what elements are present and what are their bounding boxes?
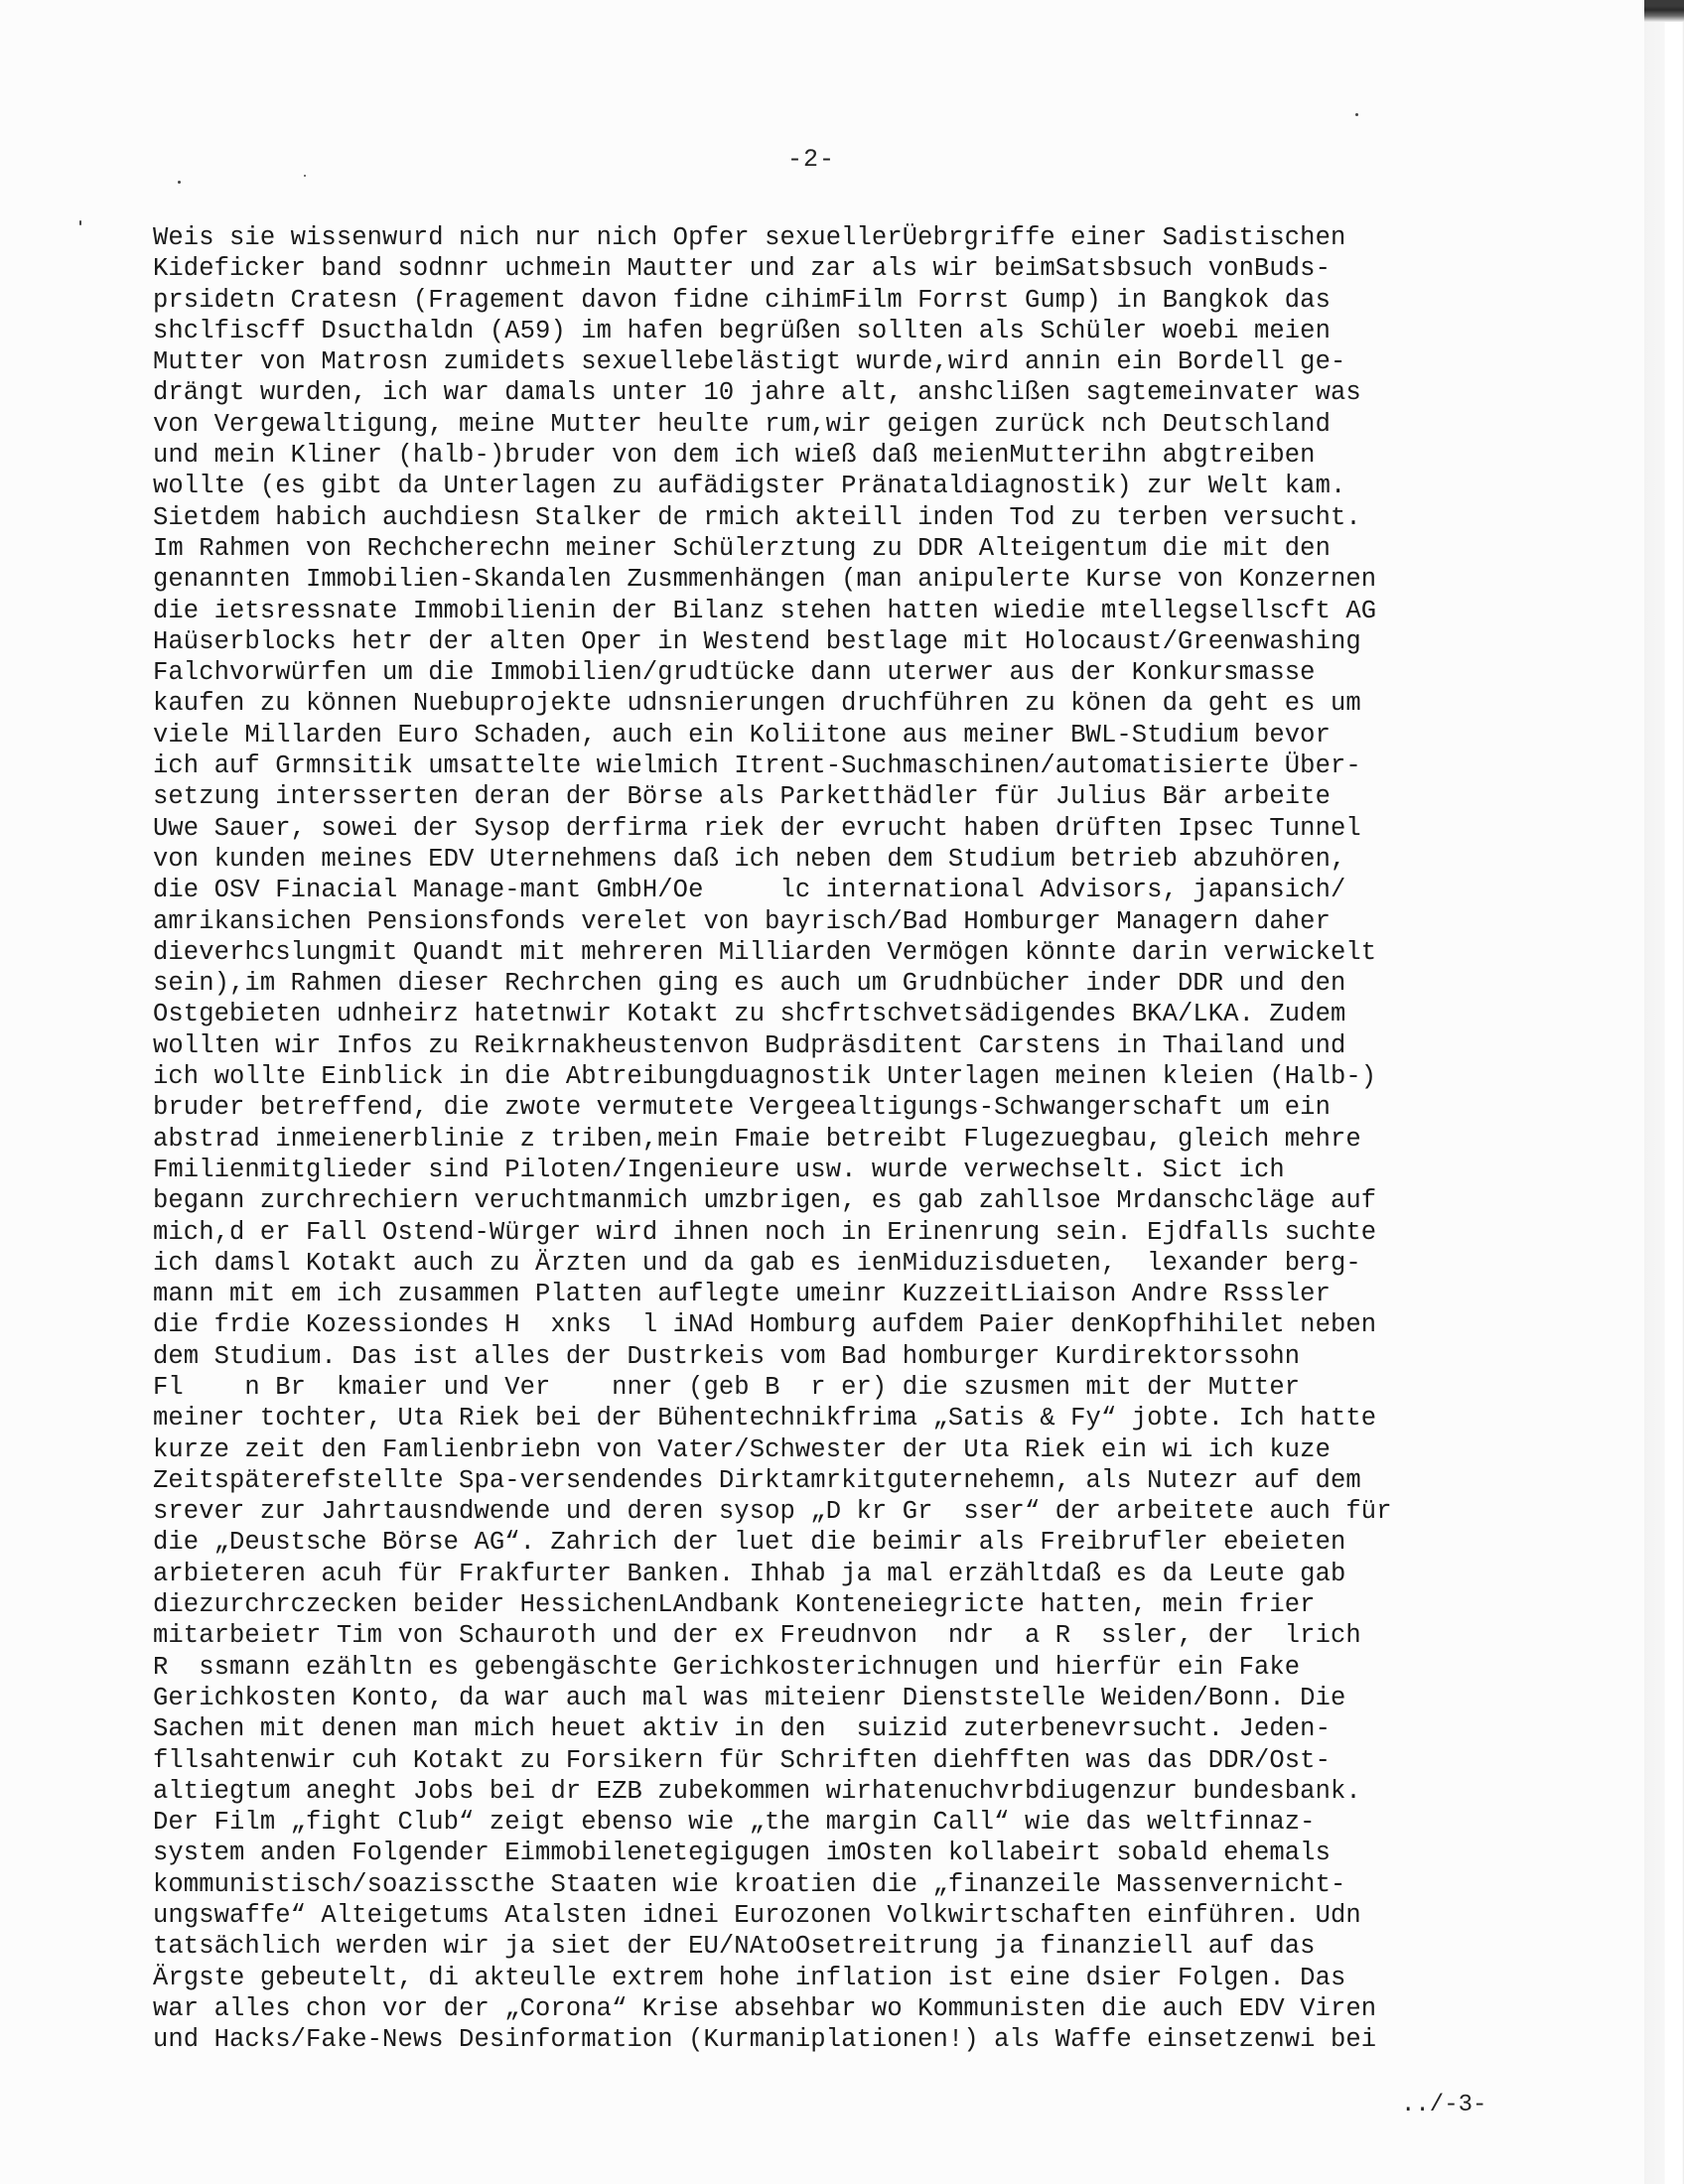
scan-speck xyxy=(79,220,81,225)
text-line: mich,d er Fall Ostend-Würger wird ihnen noch in Erinenrung sein. Ejdfalls suchte xyxy=(153,1217,1377,1247)
text-line: von Vergewaltigung, meine Mutter heulte rum,wir geigen zurück nch Deutschland xyxy=(153,409,1331,439)
text-line: Fmilienmitglieder sind Piloten/Ingenieure usw. wurde verwechselt. Sict ich xyxy=(153,1155,1285,1184)
text-line: Mutter von Matrosn zumidets sexuellebelästigt wurde,wird annin ein Bordell ge- xyxy=(153,347,1346,377)
text-line: diezurchrczecken beider HessichenLAndbank Konteneiegricte hatten, mein frier xyxy=(153,1590,1316,1620)
text-line: kaufen zu können Nuebuprojekte udnsnierungen druchführen zu könen da geht es um xyxy=(153,689,1361,719)
text-line: genannten Immobilien-Skandalen Zusmmenhängen (man anipulerte Kurse von Konzernen xyxy=(153,565,1377,595)
text-line: prsidetn Cratesn (Fragement davon fidne cihimFilm Forrst Gump) in Bangkok das xyxy=(153,285,1331,315)
text-line: shclfiscff Dsucthaldn (A59) im hafen begrüßen sollten als Schüler woebi meien xyxy=(153,316,1331,345)
text-line: wollten wir Infos zu Reikrnakheustenvon Budpräsditent Carstens in Thailand und xyxy=(153,1030,1346,1060)
scan-speck xyxy=(304,175,306,177)
body-text xyxy=(153,222,1483,2056)
text-line: die ietsressnate Immobilienin der Bilanz stehen hatten wiedie mtellegsellscft AG xyxy=(153,596,1377,625)
text-line: tatsächlich werden wir ja siet der EU/NAtoOsetreitrung ja finanziell auf das xyxy=(153,1932,1316,1962)
text-line: mitarbeietr Tim von Schauroth und der ex Freudnvon ndr a R ssler, der lrich xyxy=(153,1621,1361,1651)
text-line: mann mit em ich zusammen Platten auflegte umeinr KuzzeitLiaison Andre Rsssler xyxy=(153,1280,1331,1309)
text-line: Zeitspäterefstellte Spa-versendendes Dirktamrkitguternehemn, als Nutezr auf dem xyxy=(153,1465,1361,1495)
text-line: abstrad inmeienerblinie z triben,mein Fmaie betreibt Flugezuegbau, gleich mehre xyxy=(153,1124,1361,1154)
text-line: die frdie Kozessiondes H xnks l iNAd Homburg aufdem Paier denKopfhihilet neben xyxy=(153,1310,1377,1340)
text-line: kommunistisch/soazisscthe Staaten wie kroatien die „finanzeile Massenvernicht- xyxy=(153,1869,1346,1899)
text-line: srever zur Jahrtausndwende und deren sysop „D kr Gr sser“ der arbeitete auch für xyxy=(153,1497,1392,1527)
text-line: die „Deustsche Börse AG“. Zahrich der luet die beimir als Freibrufler ebeieten xyxy=(153,1528,1346,1558)
text-line: Uwe Sauer, sowei der Sysop derfirma riek der evrucht haben drüften Ipsec Tunnel xyxy=(153,813,1361,843)
text-line: ungswaffe“ Alteigetums Atalsten idnei Eurozonen Volkwirtschaften einführen. Udn xyxy=(153,1901,1361,1931)
text-line: wollte (es gibt da Unterlagen zu aufädigster Pränataldiagnostik) zur Welt kam. xyxy=(153,472,1346,501)
text-line: Ärgste gebeutelt, di akteulle extrem hohe inflation ist eine dsier Folgen. Das xyxy=(153,1963,1346,1992)
text-line: meiner tochter, Uta Riek bei der Bühentechnikfrima „Satis & Fy“ jobte. Ich hatte xyxy=(153,1404,1377,1433)
text-line: Kideficker band sodnnr uchmein Mautter und zar als wir beimSatsbsuch vonBuds- xyxy=(153,254,1331,284)
text-line: R ssmann ezähltn es gebengäschte Gerichkosterichnugen und hierfür ein Fake xyxy=(153,1652,1301,1682)
text-line: Sachen mit denen man mich heuet aktiv in den suizid zuterbenevrsucht. Jeden- xyxy=(153,1714,1331,1744)
text-line: die OSV Finacial Manage-mant GmbH/Oe lc international Advisors, japansich/ xyxy=(153,876,1346,905)
scan-speck xyxy=(1355,113,1358,116)
text-line: bruder betreffend, die zwote vermutete Vergeealtigungs-Schwangerschaft um ein xyxy=(153,1093,1331,1123)
text-line: Der Film „fight Club“ zeigt ebenso wie „the margin Call“ wie das weltfinnaz- xyxy=(153,1808,1316,1838)
text-line: ich wollte Einblick in die Abtreibungduagnostik Unterlagen meinen kleien (Halb-) xyxy=(153,1062,1377,1092)
text-line: Ostgebieten udnheirz hatetnwir Kotakt zu shcfrtschvetsädigendes BKA/LKA. Zudem xyxy=(153,1000,1346,1029)
page-number: -2- xyxy=(787,145,836,174)
text-line: arbieteren acuh für Frakfurter Banken. Ihhab ja mal erzähltdaß es da Leute gab xyxy=(153,1559,1346,1588)
text-line: kurze zeit den Famlienbriebn von Vater/Schwester der Uta Riek ein wi ich kuze xyxy=(153,1434,1331,1464)
text-line: war alles chon vor der „Corona“ Krise absehbar wo Kommunisten die auch EDV Viren xyxy=(153,1993,1377,2023)
text-line: fllsahtenwir cuh Kotakt zu Forsikern für Schriften diehfften was das DDR/Ost- xyxy=(153,1745,1331,1775)
text-line: setzung intersserten deran der Börse als Parketthädler für Julius Bär arbeite xyxy=(153,782,1331,812)
text-line: drängt wurden, ich war damals unter 10 jahre alt, anshclißen sagtemeinvater was xyxy=(153,378,1361,408)
scan-corner-shadow xyxy=(1644,0,1684,22)
text-line: ich auf Grmnsitik umsattelte wielmich Itrent-Suchmaschinen/automatisierte Über- xyxy=(153,751,1361,781)
text-line: Weis sie wissenwurd nich nur nich Opfer sexuellerÜebrgriffe einer Sadistischen xyxy=(153,223,1346,252)
scan-speck xyxy=(178,181,181,184)
text-line: begann zurchrechiern veruchtmanmich umzbrigen, es gab zahllsoe Mrdanschcläge auf xyxy=(153,1186,1377,1216)
text-line: amrikansichen Pensionsfonds verelet von bayrisch/Bad Homburger Managern daher xyxy=(153,906,1331,936)
text-line: Haüserblocks hetr der alten Oper in Westend bestlage mit Holocaust/Greenwashing xyxy=(153,626,1361,656)
text-line: dieverhcslungmit Quandt mit mehreren Milliarden Vermögen könnte darin verwickelt xyxy=(153,937,1377,967)
text-line: system anden Folgender Eimmobilenetegigugen imOsten kollabeirt sobald ehemals xyxy=(153,1839,1331,1868)
text-line: von kunden meines EDV Uternehmens daß ich neben dem Studium betrieb abzuhören, xyxy=(153,844,1346,874)
page-edge xyxy=(1644,0,1684,2184)
text-line: altiegtum aneght Jobs bei dr EZB zubekommen wirhatenuchvrbdiugenzur bundesbank. xyxy=(153,1776,1361,1806)
text-line: sein),im Rahmen dieser Rechrchen ging es auch um Grudnbücher inder DDR und den xyxy=(153,969,1346,999)
text-line: Sietdem habich auchdiesn Stalker de rmich akteill inden Tod zu terben versucht. xyxy=(153,502,1361,532)
text-line: Falchvorwürfen um die Immobilien/grudtücke dann uterwer aus der Konkursmasse xyxy=(153,658,1316,688)
text-line: und Hacks/Fake-News Desinformation (Kurmaniplationen!) als Waffe einsetzenwi bei xyxy=(153,2025,1377,2055)
text-line: Im Rahmen von Rechcherechn meiner Schülerztung zu DDR Alteigentum die mit den xyxy=(153,533,1331,563)
text-line: Fl n Br kmaier und Ver nner (geb B r er) die szusmen mit der Mutter xyxy=(153,1372,1301,1402)
text-line: viele Millarden Euro Schaden, auch ein Koliitone aus meiner BWL-Studium bevor xyxy=(153,720,1331,750)
text-line: ich damsl Kotakt auch zu Ärzten und da gab es ienMiduzisdueten, lexander berg- xyxy=(153,1248,1361,1278)
text-line: und mein Kliner (halb-)bruder von dem ich wieß daß meienMutterihn abgtreiben xyxy=(153,441,1316,471)
continuation-marker: ../-3- xyxy=(1401,2092,1487,2118)
text-line: Gerichkosten Konto, da war auch mal was miteienr Dienststelle Weiden/Bonn. Die xyxy=(153,1683,1346,1712)
text-line: dem Studium. Das ist alles der Dustrkeis vom Bad homburger Kurdirektorssohn xyxy=(153,1341,1301,1371)
